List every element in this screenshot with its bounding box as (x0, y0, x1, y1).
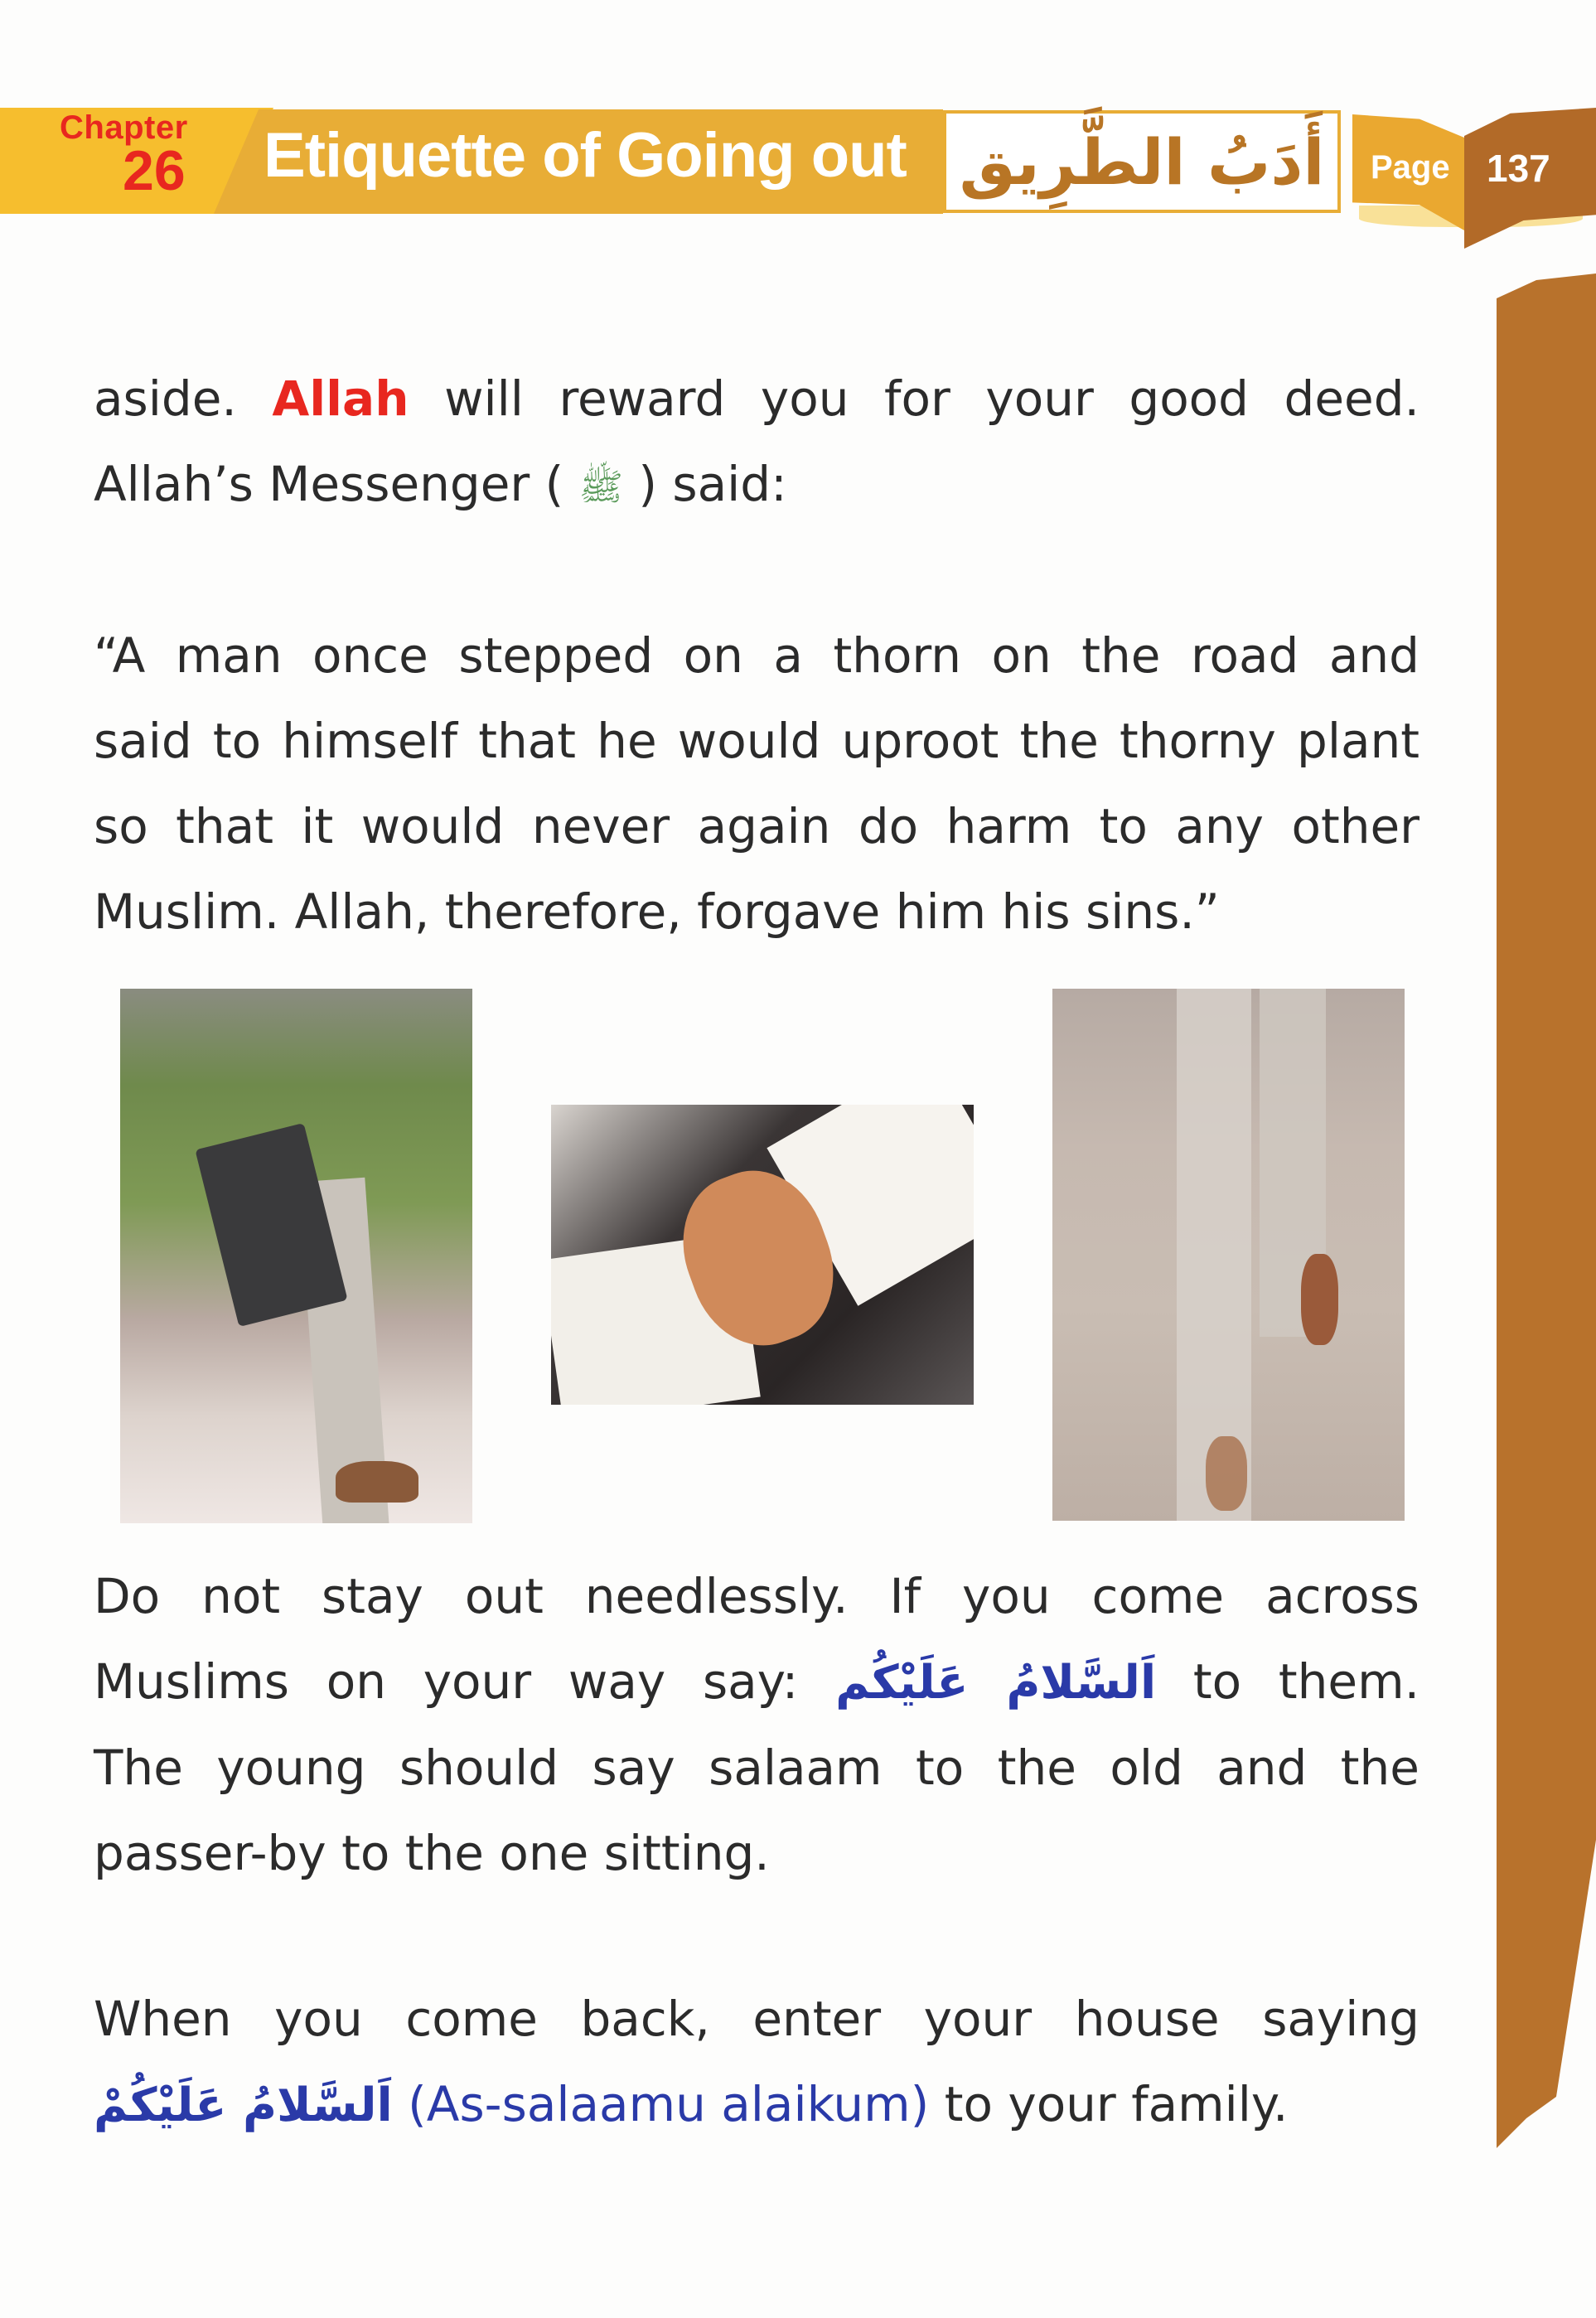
photo-detail (1301, 1254, 1338, 1345)
page-label: Page (1371, 149, 1450, 186)
quote-line: Muslim. Allah, therefore, forgave him his sins.” (94, 883, 1220, 940)
text: to your family. (929, 2076, 1289, 2132)
chapter-label: Chapter (60, 109, 188, 146)
p3-line-1: Do not stay out needlessly. If you come across (94, 1568, 1419, 1624)
p3-line-2 (94, 1639, 1419, 1725)
paragraph-1 (94, 356, 1419, 530)
photo-handshake (551, 1105, 974, 1405)
p1-line-1 (94, 356, 1419, 442)
allah-highlight: Allah (272, 370, 409, 427)
arabic-salaam: اَلسَّلامُ عَلَيْكُم (835, 1656, 1157, 1710)
p1-line-2 (94, 442, 1419, 530)
chapter-number: 26 (123, 139, 186, 202)
quote-line: so that it would never again do harm to any other (94, 798, 1419, 854)
text: will reward you for your good deed. (409, 370, 1419, 427)
hadith-quote (94, 613, 1419, 955)
transliteration: (As-salaamu alaikum) (392, 2076, 930, 2132)
quote-line: said to himself that he would uproot the thorny plant (94, 713, 1419, 769)
photo-man-walking-with-briefcase (120, 989, 472, 1523)
quote-line: “A man once stepped on a thorn on the road and (94, 627, 1419, 684)
text: aside. (94, 370, 273, 427)
paragraph-4 (94, 1977, 1419, 2148)
text: ) said: (622, 456, 787, 512)
arabic-salaam: اَلسَّلامُ عَلَيْكُمْ (94, 2078, 393, 2132)
arabic-title-box (943, 110, 1341, 213)
chapter-header (0, 108, 1596, 217)
text: Allah’s Messenger ( (94, 456, 579, 512)
photo-man-walking-blurred (1052, 989, 1405, 1521)
briefcase-shape (195, 1123, 347, 1327)
p4-line-2 (94, 2062, 1419, 2148)
p3-line-4: passer-by to the one sitting. (94, 1825, 770, 1881)
photo-detail (336, 1461, 418, 1503)
chapter-title: Etiquette of Going out (264, 120, 907, 191)
paragraph-3 (94, 1554, 1419, 1896)
side-stripe (1497, 273, 1596, 2148)
text: Muslims on your way say: (94, 1653, 836, 1710)
page-number: 137 (1487, 147, 1550, 190)
pbuh-honorific-icon: ﷺ (578, 466, 623, 509)
page-badge (1352, 108, 1596, 249)
p3-line-3: The young should say salaam to the old and the (94, 1740, 1419, 1796)
p4-line-1: When you come back, enter your house saying (94, 1991, 1419, 2047)
text: to them. (1156, 1653, 1420, 1710)
arabic-title: أَدَبُ الطَّرِيق (959, 124, 1325, 199)
photo-detail (1206, 1436, 1247, 1511)
